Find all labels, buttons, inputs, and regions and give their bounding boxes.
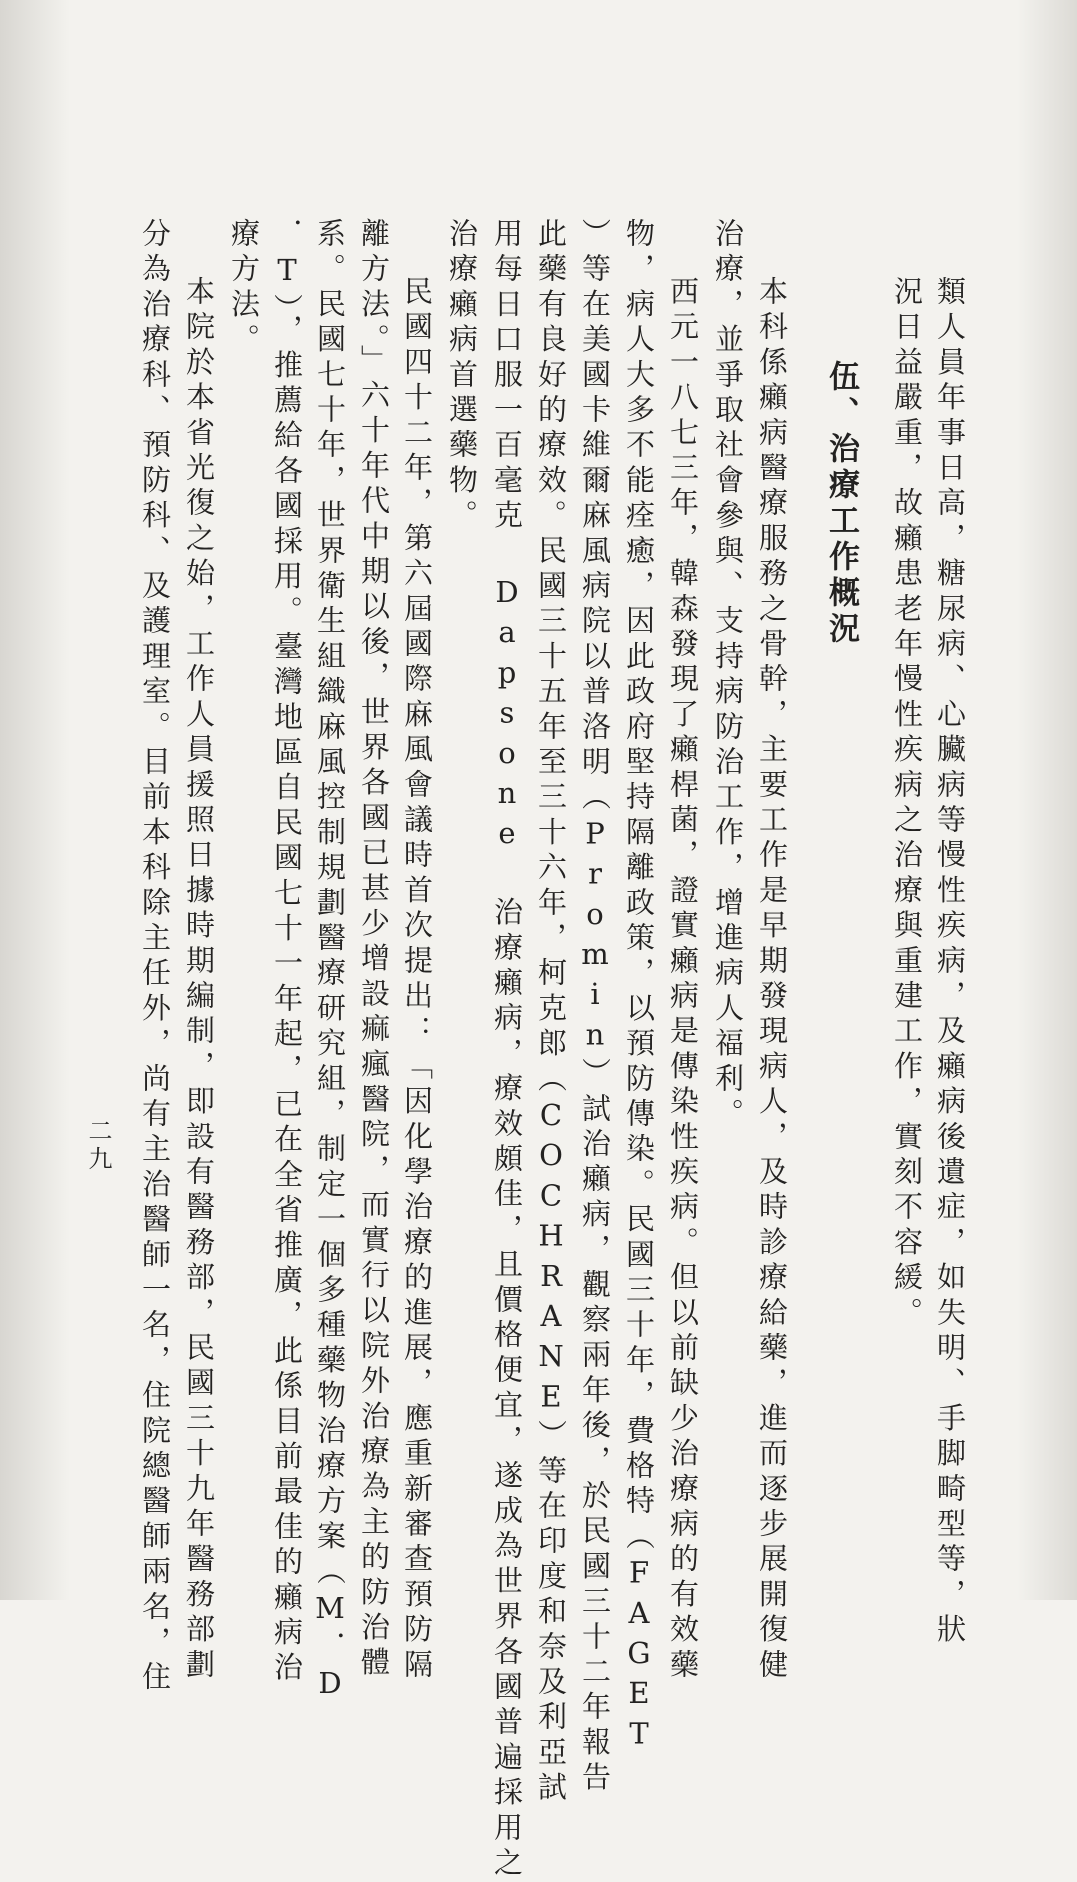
section-heading: 伍、治療工作概況: [823, 360, 859, 648]
text-column-2: 況日益嚴重，故癩患老年慢性疾病之治療與重建工作，實刻不容緩。: [890, 276, 924, 1332]
page-number: 二九: [84, 1118, 112, 1174]
text-column-7: ）等在美國卡維爾麻風病院以普洛明（Promin）試治癩病，觀察兩年後，於民國三十二年報告: [578, 218, 612, 1797]
text-column-6: 物，病人大多不能痊癒，因此政府堅持隔離政策，以預防傳染。民國三十年，費格特（FAGET: [622, 218, 656, 1757]
text-column-15: 療方法。: [227, 218, 261, 359]
text-column-13: 系。民國七十年，世界衛生組織麻風控制規劃醫療研究組，制定一個多種藥物治療方案（M．D: [313, 218, 347, 1707]
text-column-12: 離方法。」六十年代中期以後，世界各國已甚少增設痲瘋醫院，而實行以院外治療為主的防治體: [357, 218, 391, 1682]
text-column-9: 用每日口服一百毫克 Dapsone 治療癩病，療效頗佳，且價格便宜，遂成為世界各國普遍採用之: [490, 218, 524, 1882]
text-column-8: 此藥有良好的療效。民國三十五年至三十六年，柯克郎（COCHRANE）等在印度和奈及利亞試: [534, 218, 568, 1807]
text-column-3: 本科係癩病醫療服務之骨幹，主要工作是早期發現病人，及時診療給藥，進而逐步展開復健: [755, 276, 789, 1684]
text-column-10: 治療癩病首選藥物。: [445, 218, 479, 535]
text-column-4: 治療，並爭取社會參與、支持病防治工作，增進病人福利。: [711, 218, 745, 1134]
text-column-1: 類人員年事日高，糖尿病、心臟病等慢性疾病，及癩病後遺症，如失明、手脚畸型等，狀: [933, 276, 967, 1649]
text-column-5: 西元一八七三年，韓森發現了癩桿菌，證實癩病是傳染性疾病。但以前缺少治療病的有效藥: [666, 276, 700, 1684]
text-column-11: 民國四十二年，第六屆國際麻風會議時首次提出：「因化學治療的進展，應重新審查預防隔: [400, 276, 434, 1684]
text-column-16: 本院於本省光復之始，工作人員援照日據時期編制，即設有醫務部，民國三十九年醫務部劃: [182, 276, 216, 1684]
text-column-17: 分為治療科、預防科、及護理室。目前本科除主任外，尚有主治醫師一名，住院總醫師兩名，住: [138, 218, 172, 1697]
text-column-14: ．T），推薦給各國採用。臺灣地區自民國七十一年起，已在全省推廣，此係目前最佳的癩病治: [270, 218, 304, 1687]
